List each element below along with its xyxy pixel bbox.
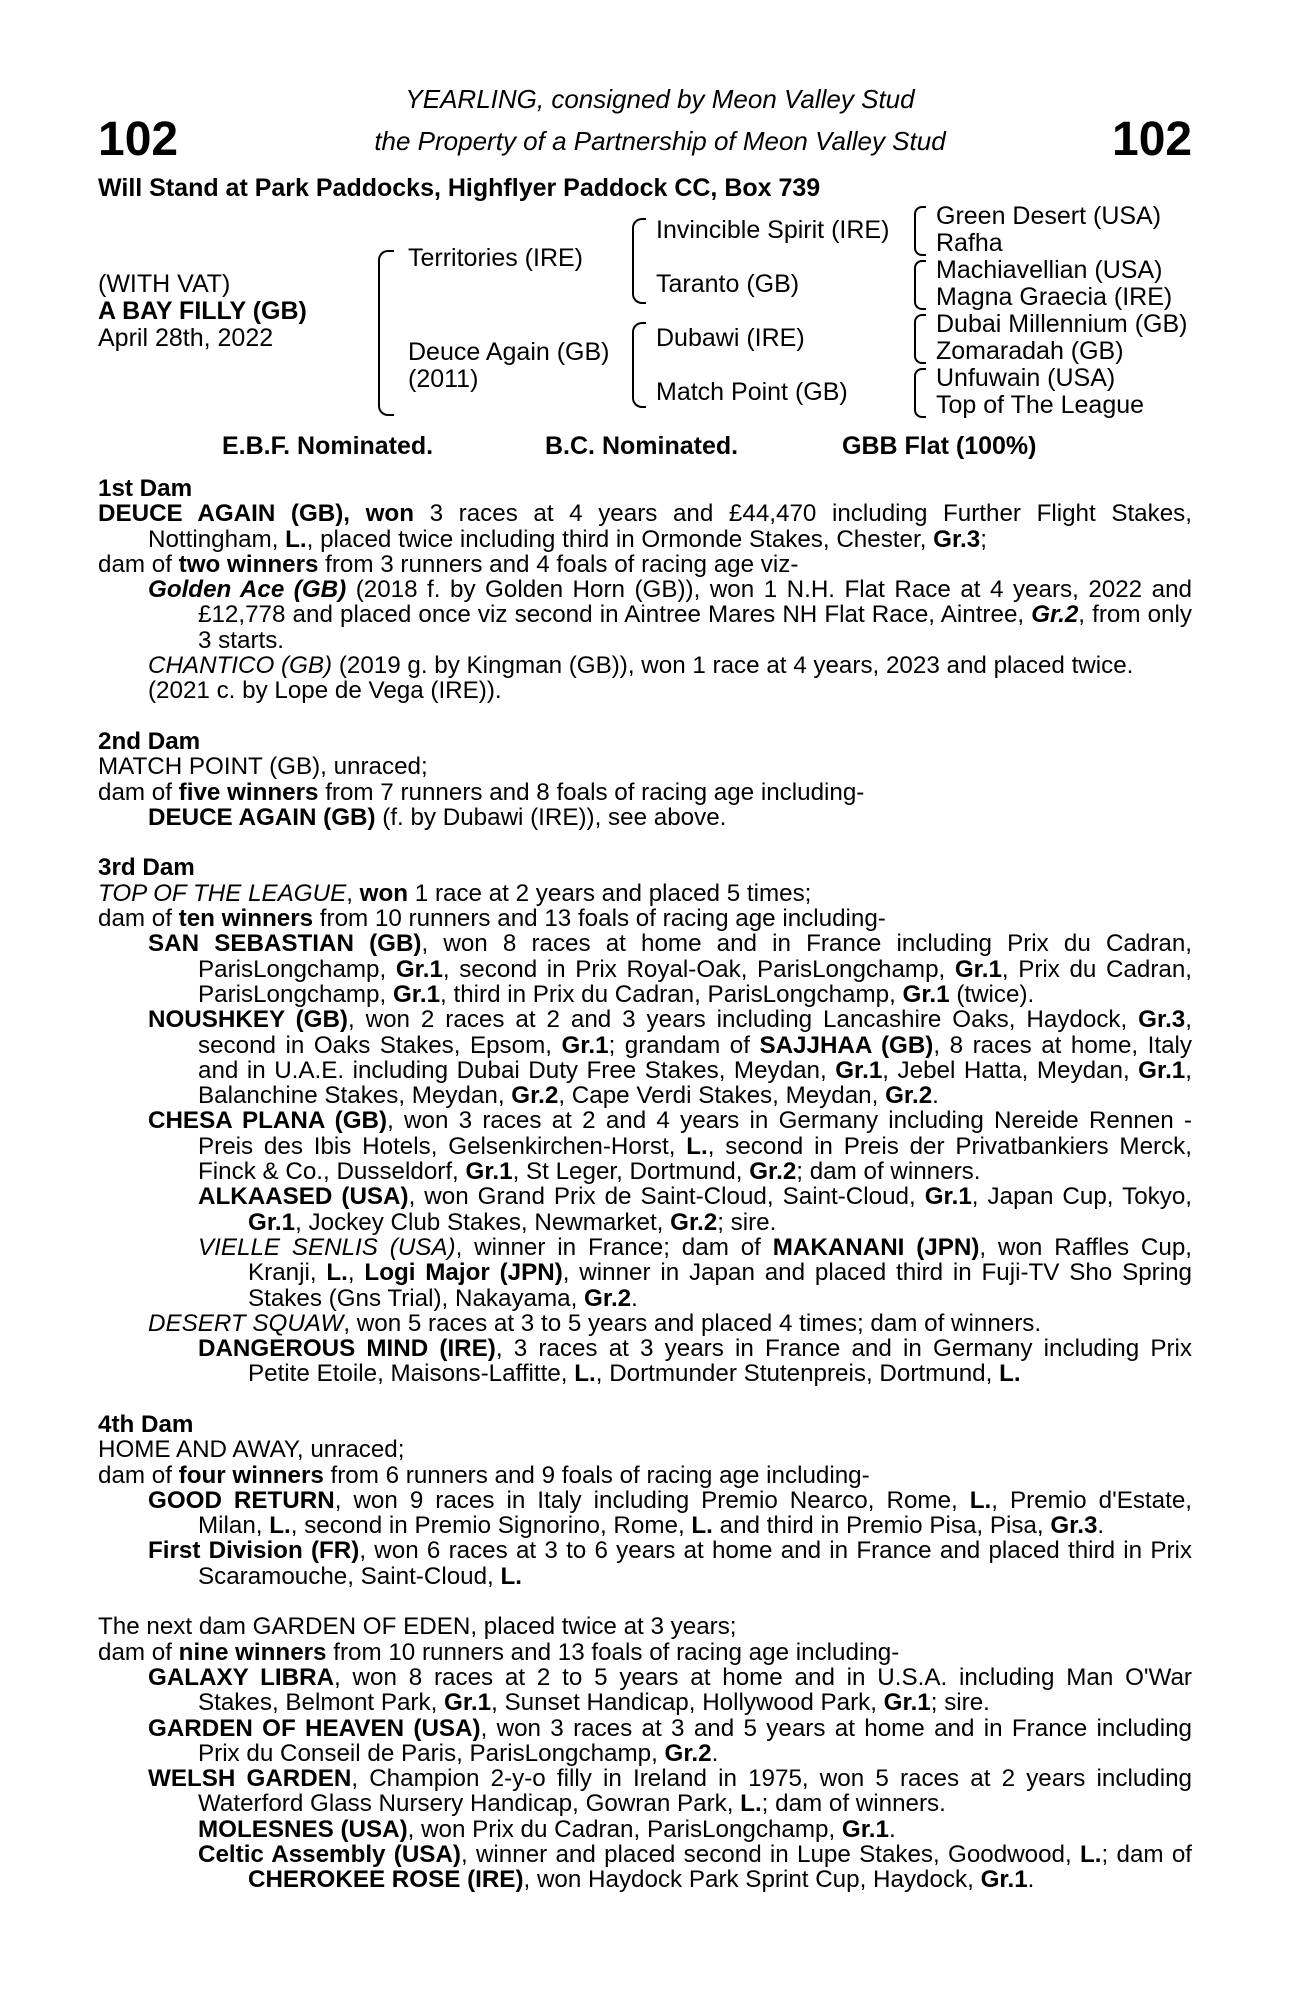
produce-dangerous-mind: DANGEROUS MIND (IRE), 3 races at 3 years in France and in Germany including Prix Petite Etoile, Maisons-Laffitte, L., Dortmunder Stutenpreis, Dortmund, L.	[198, 1335, 1192, 1388]
gbb-flat: GBB Flat (100%)	[842, 432, 1037, 460]
third-dam-produce-intro: dam of ten winners from 10 runners and 13 foals of racing age including-	[98, 905, 886, 933]
pedigree-bracket-sire	[632, 218, 646, 304]
dam-sire: Dubawi (IRE)	[656, 324, 805, 352]
ggp-2: Rafha	[936, 229, 1003, 257]
produce-desert-squaw: DESERT SQUAW, won 5 races at 3 to 5 years and placed 4 times; dam of winners.	[148, 1309, 1042, 1337]
produce-galaxy-libra: GALAXY LIBRA, won 8 races at 2 to 5 years at home and in U.S.A. including Man O'War Stakes, Belmont Park, Gr.1, Sunset Handicap, Hollywood Park, Gr.1; sire.	[148, 1663, 1192, 1717]
vat-note: (WITH VAT)	[98, 270, 231, 298]
dam: Deuce Again (GB)	[408, 338, 610, 366]
ggp-6: Zomaradah (GB)	[936, 337, 1124, 365]
produce-golden-ace: Golden Ace (GB) (2018 f. by Golden Horn (GB)), won 1 N.H. Flat Race at 4 years, 2022 and £12,778 and placed once viz second in Aintree Mares NH Flat Race, Aintree, Gr.2, from only 3 starts.	[148, 576, 1192, 654]
consignor-line: YEARLING, consigned by Meon Valley Stud	[405, 84, 915, 114]
produce-vielle-senlis: VIELLE SENLIS (USA), winner in France; dam of MAKANANI (JPN), won Raffles Cup, Kranji, L., Logi Major (JPN), winner in Japan and placed third in Fuji-TV Sho Spring Stakes (Gns Trial), Nakayama, Gr.2.	[198, 1233, 1192, 1312]
sire-sire: Invincible Spirit (IRE)	[656, 216, 890, 244]
sire-dam: Taranto (GB)	[656, 270, 800, 298]
family-notes	[98, 476, 1192, 1893]
pedigree-bracket-g1	[914, 206, 926, 256]
pedigree-bracket-g2	[914, 260, 926, 310]
fourth-dam-heading: 4th Dam	[98, 1410, 194, 1438]
dam-year: (2011)	[408, 365, 479, 393]
third-dam-entry: TOP OF THE LEAGUE, won 1 race at 2 years and placed 5 times;	[98, 879, 812, 907]
lot-number-right: 102	[1112, 113, 1193, 166]
first-dam-produce-intro: dam of two winners from 3 runners and 4 foals of racing age viz-	[98, 550, 799, 578]
ggp-8: Top of The League	[936, 391, 1145, 419]
dam-dam: Match Point (GB)	[656, 378, 848, 406]
pedigree-bracket-dam	[632, 322, 646, 408]
ggp-7: Unfuwain (USA)	[936, 364, 1116, 392]
ggp-4: Magna Graecia (IRE)	[936, 283, 1173, 311]
foaling-date: April 28th, 2022	[98, 324, 274, 352]
produce-first-division: First Division (FR), won 6 races at 3 to 6 years at home and in France and placed third in Prix Scaramouche, Saint-Cloud, L.	[148, 1537, 1192, 1590]
pedigree-bracket-g3	[914, 314, 926, 364]
stand-location: Will Stand at Park Paddocks, Highflyer Paddock CC, Box 739	[98, 174, 821, 202]
next-dam-produce-intro: dam of nine winners from 10 runners and 13 foals of racing age including-	[98, 1638, 900, 1666]
produce-2021: (2021 c. by Lope de Vega (IRE)).	[148, 677, 502, 705]
first-dam-heading: 1st Dam	[98, 475, 193, 502]
ggp-5: Dubai Millennium (GB)	[936, 310, 1188, 338]
produce-san-sebastian: SAN SEBASTIAN (GB), won 8 races at home and in France including Prix du Cadran, ParisLongchamp, Gr.1, second in Prix Royal-Oak, ParisLongchamp, Gr.1, Prix du Cadran, ParisLongchamp, Gr.1, third in Prix du Cadran, ParisLongchamp, Gr.1 (twice).	[148, 930, 1192, 1008]
second-dam-heading: 2nd Dam	[98, 727, 201, 755]
pedigree-bracket-main	[378, 250, 394, 416]
fourth-dam-entry: HOME AND AWAY, unraced;	[98, 1436, 405, 1464]
second-dam-produce-intro: dam of five winners from 7 runners and 8 foals of racing age including-	[98, 778, 865, 806]
ggp-3: Machiavellian (USA)	[936, 256, 1163, 284]
produce-garden-of-heaven: GARDEN OF HEAVEN (USA), won 3 races at 3 and 5 years at home and in France including Prix du Conseil de Paris, ParisLongchamp, Gr.2.	[148, 1714, 1192, 1767]
produce-noushkey: NOUSHKEY (GB), won 2 races at 2 and 3 years including Lancashire Oaks, Haydock, Gr.3, second in Oaks Stakes, Epsom, Gr.1; grandam of SAJJHAA (GB), 8 races at home, Italy and in U.A.E. including Dubai Duty Free Stakes, Meydan, Gr.1, Jebel Hatta, Meydan, Gr.1, Balanchine Stakes, Meydan, Gr.2, Cape Verdi Stakes, Meydan, Gr.2.	[148, 1006, 1192, 1110]
produce-molesnes: MOLESNES (USA), won Prix du Cadran, ParisLongchamp, Gr.1.	[198, 1815, 896, 1843]
produce-chesa-plana: CHESA PLANA (GB), won 3 races at 2 and 4 years in Germany including Nereide Rennen - Preis des Ibis Hotels, Gelsenkirchen-Horst, L., second in Preis der Privatbankiers Merck, Finck & Co., Dusseldorf, Gr.1, St Leger, Dortmund, Gr.2; dam of winners.	[148, 1107, 1192, 1186]
produce-celtic-assembly: Celtic Assembly (USA), winner and placed second in Lupe Stakes, Goodwood, L.; dam of CHEROKEE ROSE (IRE), won Haydock Park Sprint Cup, Haydock, Gr.1.	[198, 1841, 1192, 1894]
fourth-dam-produce-intro: dam of four winners from 6 runners and 9 foals of racing age including-	[98, 1461, 870, 1489]
pedigree-bracket-g4	[914, 368, 926, 418]
lot-number-left: 102	[98, 113, 179, 166]
produce-good-return: GOOD RETURN, won 9 races in Italy including Premio Nearco, Rome, L., Premio d'Estate, Milan, L., second in Premio Signorino, Rome, L. and third in Premio Pisa, Pisa, Gr.3.	[148, 1486, 1192, 1540]
produce-deuce-again: DEUCE AGAIN (GB) (f. by Dubawi (IRE)), see above.	[148, 803, 727, 831]
second-dam-entry: MATCH POINT (GB), unraced;	[98, 753, 428, 781]
property-line: the Property of a Partnership of Meon Valley Stud	[374, 126, 946, 156]
produce-welsh-garden: WELSH GARDEN, Champion 2-y-o filly in Ireland in 1975, won 5 races at 2 years including Waterford Glass Nursery Handicap, Gowran Park, L.; dam of winners.	[148, 1765, 1192, 1818]
ggp-1: Green Desert (USA)	[936, 202, 1162, 230]
produce-chantico: CHANTICO (GB) (2019 g. by Kingman (GB)), won 1 race at 4 years, 2023 and placed twice.	[148, 652, 1134, 680]
ebf-nomination: E.B.F. Nominated.	[222, 432, 434, 460]
produce-alkaased: ALKAASED (USA), won Grand Prix de Saint-Cloud, Saint-Cloud, Gr.1, Japan Cup, Tokyo, Gr.1, Jockey Club Stakes, Newmarket, Gr.2; sire.	[198, 1183, 1193, 1236]
third-dam-heading: 3rd Dam	[98, 854, 195, 882]
sire: Territories (IRE)	[408, 244, 584, 272]
next-dam-entry: The next dam GARDEN OF EDEN, placed twice at 3 years;	[98, 1613, 737, 1641]
horse-name: A BAY FILLY (GB)	[98, 297, 307, 325]
first-dam-entry: DEUCE AGAIN (GB), won 3 races at 4 years and £44,470 including Further Flight Stakes, Nottingham, L., placed twice including third in Ormonde Stakes, Chester, Gr.3;	[98, 500, 1192, 553]
bc-nomination: B.C. Nominated.	[545, 432, 739, 460]
